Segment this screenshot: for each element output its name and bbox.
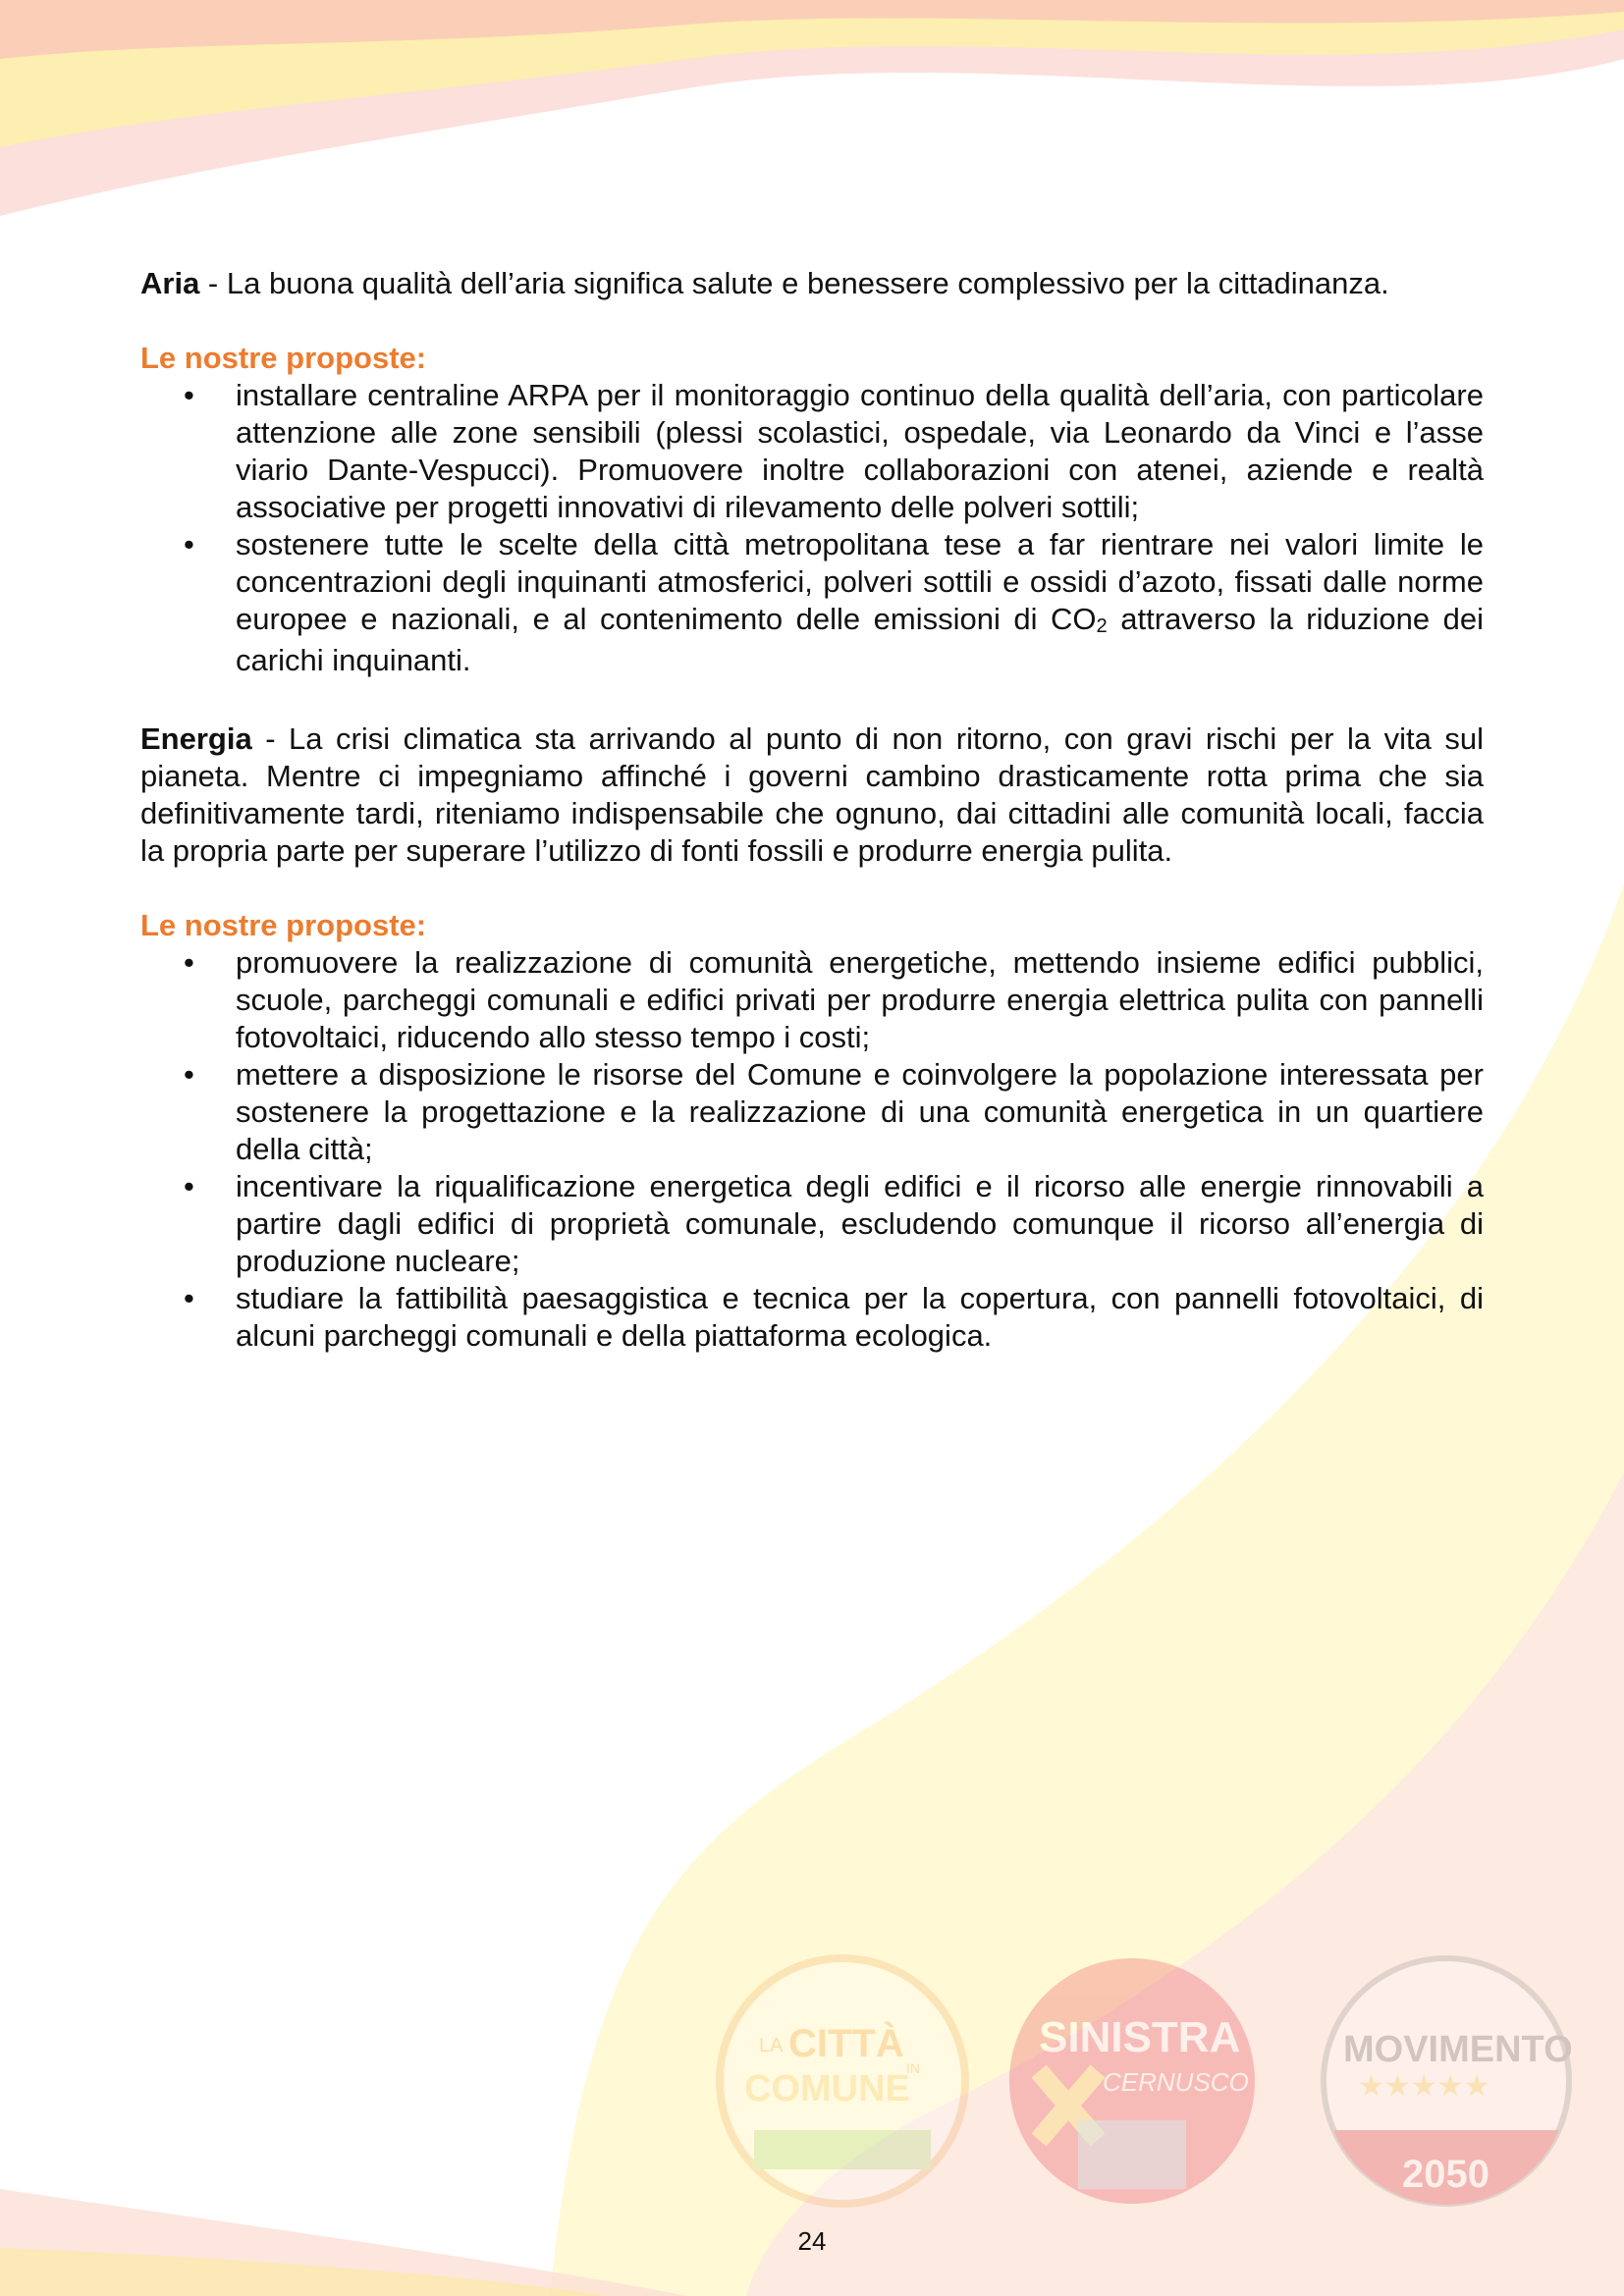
aria-title: Aria (140, 266, 200, 300)
list-item: • promuovere la realizzazione di comunità energetiche, mettendo insieme edifici pubblici, scuole, parcheggi comunali e edifici privati per produrre energia elettrica pulita con pannelli fotovoltaici, riducendo allo stesso tempo i costi; (184, 945, 1484, 1054)
bullet-icon: • (184, 527, 194, 561)
logo-la-citta-in-comune (720, 1958, 965, 2204)
energia-proposals-heading: Le nostre proposte: (140, 908, 427, 942)
energia-title: Energia (140, 721, 252, 756)
bullet-icon: • (184, 1169, 194, 1203)
logo-movimento-2050 (1324, 1958, 1573, 2205)
page-number: 24 (797, 2226, 827, 2256)
logo-sinistra-cernusco (1009, 1958, 1255, 2204)
list-item: • mettere a disposizione le risorse del Comune e coinvolgere la popolazione interessata per sostenere la progettazione e la realizzazione di una comunità energetica in un quartiere della città; (184, 1057, 1484, 1166)
logo1-la: LA (759, 2035, 784, 2056)
list-item: • sostenere tutte le scelte della città metropolitana tese a far rientrare nei valori limite le concentrazioni degli inquinanti atmosferici, polveri sottili e ossidi d’azoto, fissati dalle norme europee e nazionali, e al contenimento delle emissioni di $CO_2$ attraverso la riduzione dei carichi inquinanti. (184, 527, 1484, 677)
logo3-movimento: MOVIMENTO (1343, 2029, 1573, 2070)
logo2-cernusco: CERNUSCO (1103, 2067, 1249, 2097)
party-logos (715, 1953, 1598, 2209)
energia-intro: - La crisi climatica sta arrivando al punto di non ritorno, con gravi rischi per la vita sul pianeta. Mentre ci impegniamo affinché i governi cambino drasticamente rotta prima che sia definitivamente tardi, riteniamo indispensabile che ognuno, dai cittadini alle comunità locali, faccia la propria parte per superare l’utilizzo di fonti fossili e produrre energia pulita. (140, 721, 1484, 868)
bullet-icon: • (184, 945, 194, 980)
energia-paragraph (140, 721, 1484, 870)
aria-proposals-heading: Le nostre proposte: (140, 341, 427, 375)
list-item: • installare centraline ARPA per il monitoraggio continuo della qualità dell’aria, con particolare attenzione alle zone sensibili (plessi scolastici, ospedale, via Leonardo da Vinci e l’asse viario Dante-Vespucci). Promuovere inoltre collaborazioni con atenei, aziende e realtà associative per progetti innovativi di rilevamento delle polveri sottili; (184, 378, 1484, 524)
logo1-citta: CITTÀ (788, 2022, 904, 2065)
aria-intro: - La buona qualità dell’aria significa salute e benessere complessivo per la cittadinanza. (199, 266, 1389, 300)
document-body (140, 265, 1484, 1355)
bullet-icon: • (184, 378, 194, 412)
bullet-icon: • (184, 1057, 194, 1092)
list-item: • incentivare la riqualificazione energetica degli edifici e il ricorso alle energie rinnovabili a partire dagli edifici di proprietà comunale, escludendo comunque il ricorso all’energia di produzione nucleare; (184, 1169, 1484, 1278)
bullet-icon: • (184, 1281, 194, 1315)
svg-text:★★★★★: ★★★★★ (1358, 2070, 1490, 2103)
logo2-sinistra: SINISTRA (1039, 2013, 1241, 2061)
aria-paragraph (140, 265, 1484, 302)
logo3-2050: 2050 (1402, 2153, 1489, 2196)
logo1-comune: COMUNE (744, 2068, 910, 2109)
energia-proposals-list (140, 944, 1484, 1355)
list-item: • studiare la fattibilità paesaggistica e tecnica per la copertura, con pannelli fotovoltaici, di alcuni parcheggi comunali e della piattaforma ecologica. (184, 1281, 1484, 1353)
aria-proposals-list (140, 377, 1484, 679)
logo1-in: IN (906, 2060, 920, 2076)
